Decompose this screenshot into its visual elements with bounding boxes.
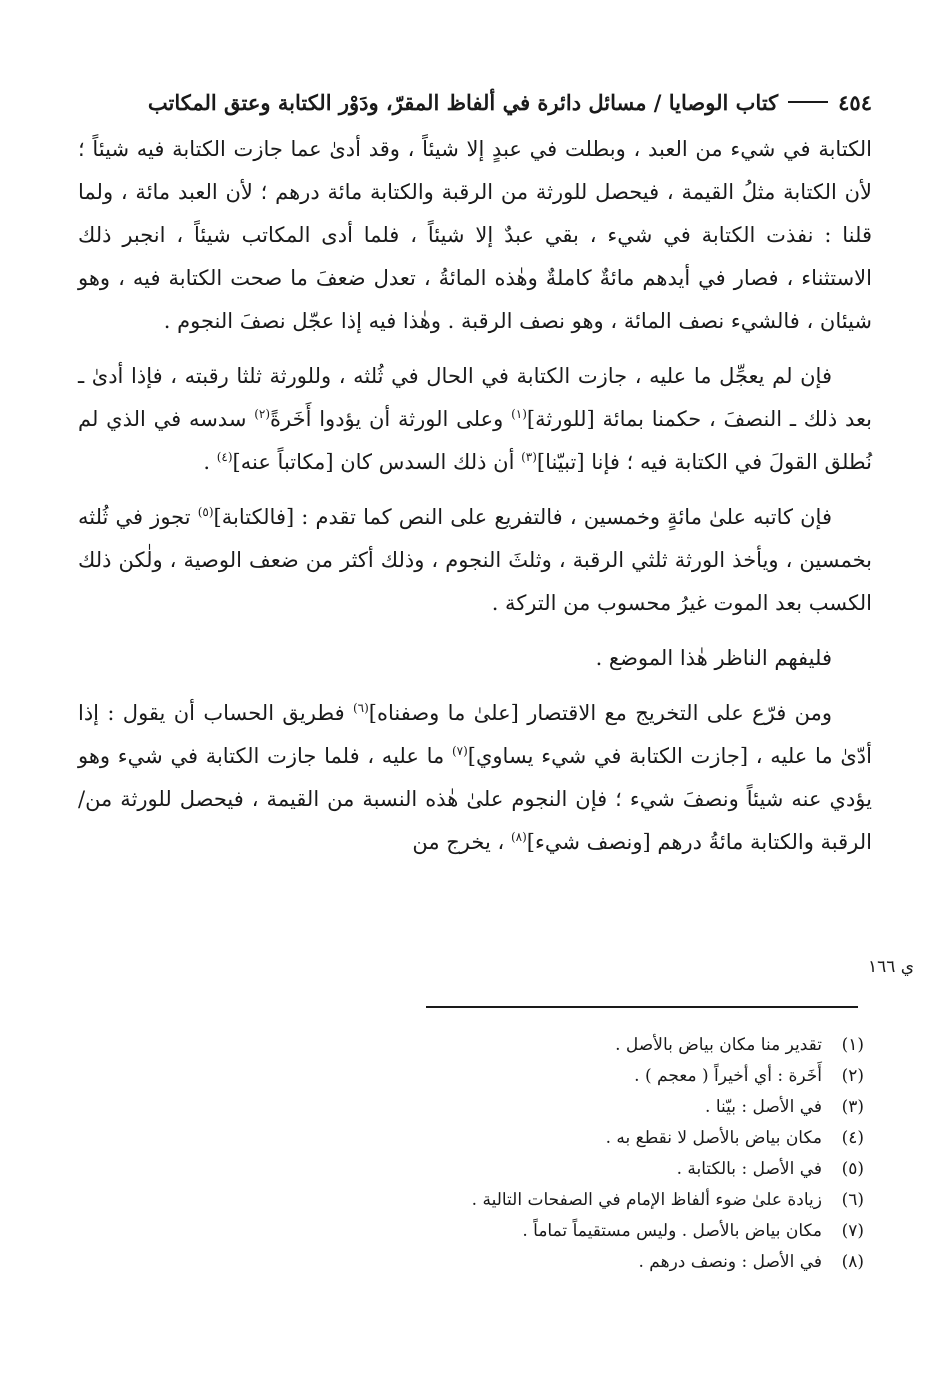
footnote-3: (٣) في الأصل : بيّنا . xyxy=(705,1097,864,1117)
footnote-ref-8: (٨) xyxy=(510,830,527,844)
footnote-8: (٨) في الأصل : ونصف درهم . xyxy=(638,1252,864,1272)
footnote-ref-2: (٢) xyxy=(254,407,271,421)
paragraph-2: فإن لم يعجِّل ما عليه ، جازت الكتابة في الحال في ثُلثه ، وللورثة ثلثا رقبته ، فإذا أدىٰ ـ بعد ذلك ـ النصفَ ، حكمنا بمائة [للورثة]$^{(١)}$ وعلى الورثة أن يؤدوا أَخَرةً$^{(٢)}$ سدسه في الذي لم نُطلق القولَ في الكتابة فيه ؛ فإنا [تبيّنا]$^{(٣)}$ أن ذلك السدس كان [مكاتباً عنه]$^{(٤)}$ . xyxy=(78,364,872,474)
footnote-ref-5: (٥) xyxy=(197,505,214,519)
footnote-1: (١) تقدير منا مكان بياض بالأصل . xyxy=(615,1035,864,1055)
paragraph-3: فإن كاتبه علىٰ مائةٍ وخمسين ، فالتفريع على النص كما تقدم : [فالكتابة]$^{(٥)}$ تجوز في ثُلثه بخمسين ، ويأخذ الورثة ثلثي الرقبة ، وثلثَ النجوم ، وذلك أكثر من ضعف الوصية ، ولٰكن ذلك الكسب بعد الموت غيرُ محسوب من التركة . xyxy=(78,505,872,615)
footnote-ref-6: (٦) xyxy=(352,701,369,715)
footnote-4: (٤) مكان بياض بالأصل لا نقطع به . xyxy=(605,1128,864,1148)
footnote-ref-3: (٣) xyxy=(521,450,537,464)
footnote-ref-1: (١) xyxy=(511,407,527,421)
paragraph-1: الكتابة في شيء من العبد ، وبطلت في عبدٍ إلا شيئاً ، وقد أدىٰ عما جازت الكتابة فيه شيئاً ؛ لأن الكتابة مثلُ القيمة ، فيحصل للورثة من الرقبة والكتابة مائة درهم ؛ لأن العبد مائة ، ولما قلنا : نفذت الكتابة في شيء ، بقي عبدٌ إلا شيئاً ، فلما أدى المكاتب شيئاً ، انجبر ذلك الاستثناء ، فصار في أيدهم مائةٌ كاملةٌ وهٰذه المائةُ ، تعدل ضعفَ ما صحت الكتابة فيه ، وهو شيئان ، فالشيء نصف المائة ، وهو نصف الرقبة . وهٰذا فيه إذا عجّل نصفَ النجوم . xyxy=(78,137,872,333)
footnote-ref-7: (٧) xyxy=(451,744,468,758)
margin-folio-note: ي ١٦٦ xyxy=(868,957,915,977)
page-number: ٤٥٤ xyxy=(838,89,872,115)
paragraph-4: فليفهم الناظر هٰذا الموضع . xyxy=(595,646,832,670)
paragraph-5: ومن فرّع على التخريج مع الاقتصار [علىٰ ما وصفناه]$^{(٦)}$ فطريق الحساب أن يقول : إذا أدّىٰ ما عليه ، [جازت الكتابة في شيء يساوي]$^{(٧)}$ ما عليه ، فلما جازت الكتابة في شيء وهو يؤدي عنه شيئاً ونصفَ شيء ؛ فإن النجوم علىٰ هٰذه النسبة من القيمة ، فيحصل للورثة من/ الرقبة والكتابة مائةُ درهم [ونصف شيء]$^{(٨)}$ ، يخرج من xyxy=(78,701,872,854)
footnotes xyxy=(84,1030,864,1278)
footnote-5: (٥) في الأصل : بالكتابة . xyxy=(676,1159,864,1179)
footnote-7: (٧) مكان بياض بالأصل . وليس مستقيماً تماماً . xyxy=(522,1221,864,1241)
footnote-ref-4: (٤) xyxy=(216,450,233,464)
running-header xyxy=(80,82,872,122)
main-text xyxy=(78,128,872,876)
header-dash xyxy=(788,101,828,103)
footnote-6: (٦) زيادة علىٰ ضوء ألفاظ الإمام في الصفحات التالية . xyxy=(471,1190,864,1210)
header-title: كتاب الوصايا / مسائل دائرة في ألفاظ المقرّ، ودَوْر الكتابة وعتق المكاتب xyxy=(147,89,779,115)
footnote-separator xyxy=(426,1006,858,1008)
footnote-2: (٢) أَخَرة : أي أخيراً ( معجم ) . xyxy=(634,1066,864,1086)
